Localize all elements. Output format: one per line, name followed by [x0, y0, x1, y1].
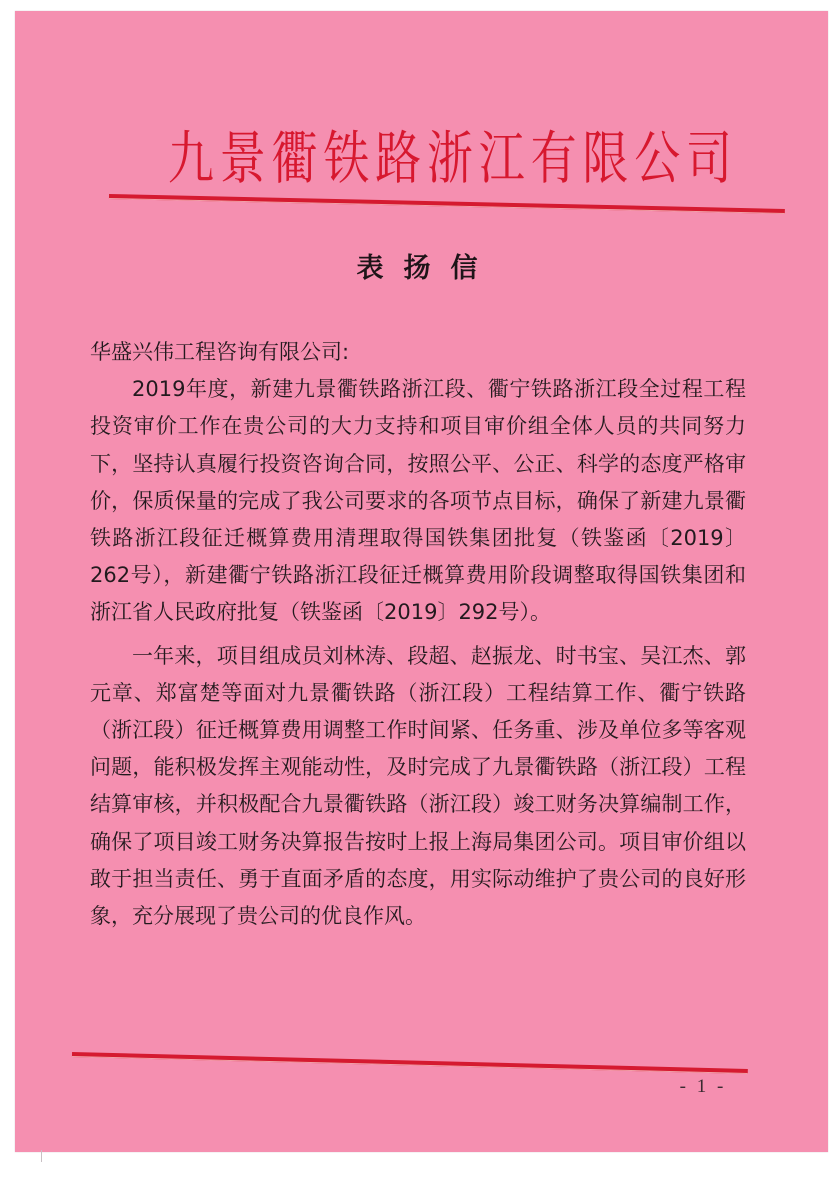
letterhead-char: 限: [582, 124, 629, 192]
letterhead-char: 有: [530, 124, 577, 192]
body-paragraph: 一年来，项目组成员刘林涛、段超、赵振龙、时书宝、吴江杰、郭元章、郑富楚等面对九景衢铁路（浙江段）工程结算工作、衢宁铁路（浙江段）征迁概算费用调整工作时间紧、任务重、涉及单位多等客观问题，能积极发挥主观能动性，及时完成了九景衢铁路（浙江段）工程结算审核，并积极配合九景衢铁路（浙江段）竣工财务决算编制工作，确保了项目竣工财务决算报告按时上报上海局集团公司。项目审价组以敢于担当责任、勇于直面矛盾的态度，用实际动维护了贵公司的良好形象，充分展现了贵公司的优良作风。: [90, 643, 746, 929]
letterhead-char: 江: [478, 124, 525, 192]
letterhead-char: 浙: [426, 124, 473, 192]
body-paragraph: 2019年度，新建九景衢铁路浙江段、衢宁铁路浙江段全过程工程投资审价工作在贵公司的大力支持和项目审价组全体人员的共同努力下，坚持认真履行投资咨询合同，按照公平、公正、科学的态度严格审价，保质保量的完成了我公司要求的各项节点目标，确保了新建九景衢铁路浙江段征迁概算费用清理取得国铁集团批复（铁鉴函〔2019〕262号），新建衢宁铁路浙江段征迁概算费用阶段调整取得国铁集团和浙江省人民政府批复（铁鉴函〔2019〕292号）。: [90, 377, 746, 625]
letter-body: [90, 334, 746, 935]
letterhead-organization-name: [165, 110, 735, 198]
letterhead-char: 公: [634, 124, 681, 192]
scan-artifact-divider: [41, 1150, 42, 1162]
salutation: 华盛兴伟工程咨询有限公司:: [90, 340, 350, 364]
document-title: 表扬信: [356, 253, 498, 284]
page-number: - 1 -: [679, 1076, 727, 1097]
letterhead-char: 司: [686, 124, 733, 192]
letterhead-char: 九: [167, 124, 214, 192]
letterhead-char: 景: [219, 124, 266, 192]
letterhead-char: 铁: [323, 124, 370, 192]
letterhead-char: 衢: [271, 124, 318, 192]
letterhead-char: 路: [375, 124, 422, 192]
